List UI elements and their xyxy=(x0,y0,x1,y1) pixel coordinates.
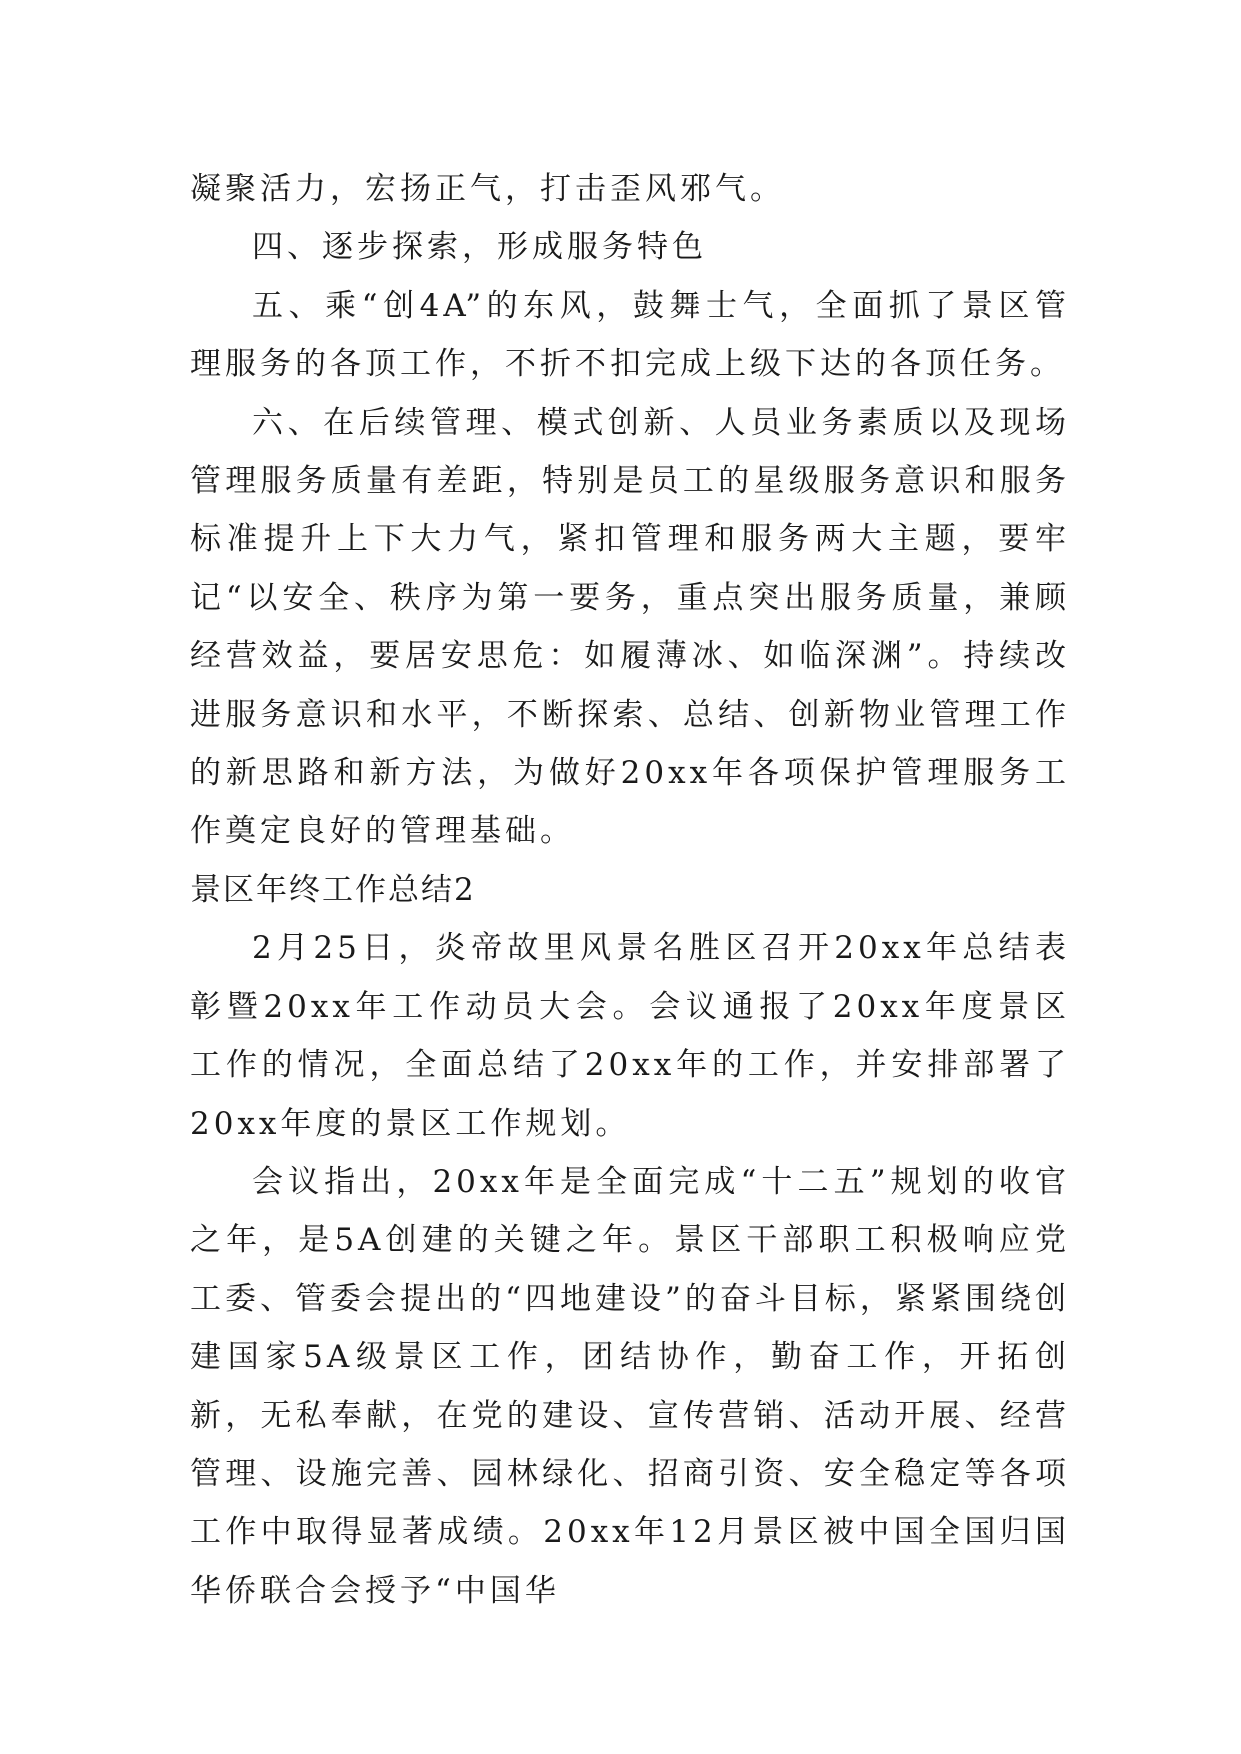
section-heading: 景区年终工作总结2 xyxy=(190,871,476,908)
paragraph-meeting-points: 会议指出，20xx年是全面完成“十二五”规划的收官之年，是5A创建的关键之年。景区干部职工积极响应党工委、管委会提出的“四地建设”的奋斗目标，紧紧围绕创建国家5A级景区工作，团结协作，勤奋工作，开拓创新，无私奉献，在党的建设、宣传营销、活动开展、经营管理、设施完善、园林绿化、招商引资、安全稳定等各项工作中取得显著成绩。20xx年12月景区被中国全国归国华侨联合会授予“中国华 xyxy=(190,1163,1070,1609)
paragraph-item-six: 六、在后续管理、模式创新、人员业务素质以及现场管理服务质量有差距，特别是员工的星级服务意识和服务标准提升上下大力气，紧扣管理和服务两大主题，要牢记“以安全、秩序为第一要务，重点突出服务质量，兼顾经营效益，要居安思危：如履薄冰、如临深渊”。持续改进服务意识和水平，不断探索、总结、创新物业管理工作的新思路和新方法，为做好20xx年各项保护管理服务工作奠定良好的管理基础。 xyxy=(190,404,1070,850)
paragraph-item-four: 四、逐步探索，形成服务特色 xyxy=(252,229,707,266)
paragraph-item-five: 五、乘“创4A”的东风，鼓舞士气，全面抓了景区管理服务的各顶工作，不折不扣完成上级下达的各顶任务。 xyxy=(190,287,1070,383)
paragraph-cohesion: 凝聚活力，宏扬正气，打击歪风邪气。 xyxy=(190,171,785,207)
document-body xyxy=(190,160,1070,1620)
paragraph-meeting: 2月25日，炎帝故里风景名胜区召开20xx年总结表彰暨20xx年工作动员大会。会议通报了20xx年度景区工作的情况，全面总结了20xx年的工作，并安排部署了20xx年度的景区工作规划。 xyxy=(190,930,1070,1142)
